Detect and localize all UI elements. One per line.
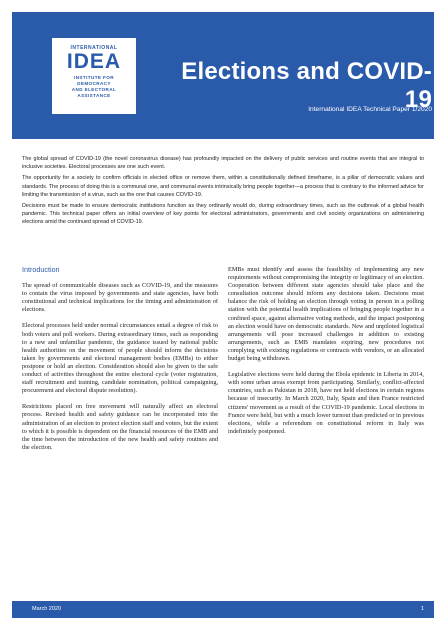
logo-international-text: INTERNATIONAL (70, 45, 118, 51)
section-heading-introduction: Introduction (22, 265, 60, 274)
footer-date: March 2020 (32, 606, 62, 612)
footer-bar (12, 601, 434, 618)
abstract-paragraph: The opportunity for a society to confirm officials in elected office or remove them, within a constitutionally defined timeframe, is a pillar of democratic values and standards. The process of doing this is a communal one, and communal events intrinsically bring people together—a process that is contrary to the informed advice for limiting the transmission of a virus, such as the one that causes COVID-19. (22, 175, 424, 198)
idea-logo (52, 38, 136, 114)
body-paragraph: EMBs must identify and assess the feasibility of implementing any new requirements without compromising the integrity or legitimacy of an election. Cooperation between different state agencies should take place and the consultation outcome should inform any decisions taken. Decisions must balance the risk of holding an election through voting in person in a polling station with the potential health implications of bringing people together in a confined space, against alternative voting methods, and the impact postponing an election would have on democratic standards. New and unpiloted logistical arrangements will pose increased challenges in addition to existing arrangements, such as EMB mandates expiring, new procedures not complying with existing regulations or contracts with vendors, or an allocated budget being withdrawn. (228, 266, 424, 363)
left-column (22, 266, 218, 460)
logo-subtitle: INSTITUTE FOR DEMOCRACY AND ELECTORAL ASSISTANCE (71, 75, 117, 98)
body-paragraph: Legislative elections were held during the Ebola epidemic in Liberia in 2014, with some urban areas exempt from participating. Similarly, conflict-affected countries, such as Pakistan in 2018, have not held elections in certain regions because of insecurity. In March 2020, Italy, Spain and then France restricted citizens' movement as a result of the COVID-19 pandemic. Local elections in France were held, but with a much lower turnout than predicted or in previous elections, while a referendum on constitutional reform in Italy was indefinitely postponed. (228, 371, 424, 435)
abstract-paragraph: The global spread of COVID-19 (the novel coronavirus disease) has profoundly impacted on the delivery of public services and routine events that are integral to inclusive societies. Electoral processes are one such event. (22, 156, 424, 171)
logo-idea-text: IDEA (66, 50, 122, 73)
body-paragraph: Restrictions placed on free movement will naturally affect an electoral process. Revised health and safety guidance can be incorporated into the administration of an election to protect election staff and voters, but the extent to which it is possible is dependent on the financial resources of the EMB and the time between the introduction of the new health and safety routines and the election. (22, 403, 218, 451)
body-paragraph: Electoral processes held under normal circumstances entail a degree of risk to both voters and poll workers. During extraordinary times, such as responding to a new and unfamiliar pandemic, the guidance issued by national public health authorities on the movement of people should inform the decisions taken by governments and electoral management bodies (EMBs) to either postpone or hold an election. Consideration should also be given to the safe conduct of activities throughout the entire electoral cycle (voter registration, staff recruitment and training, candidate nomination, political campaigning, procurement and electoral dispute resolution). (22, 322, 218, 395)
right-column (228, 266, 424, 444)
abstract (22, 155, 424, 230)
paper-subtitle: International IDEA Technical Paper 1/2020 (308, 106, 432, 113)
page-title: Elections and COVID-19 (181, 58, 432, 113)
abstract-paragraph: Decisions must be made to ensure democratic institutions function as they ordinarily would do, during extraordinary times, such as the outbreak of a global health pandemic. This technical paper offers an initial overview of key points for electoral administrators, governments and civil society organizations on administering elections amid the continued spread of COVID-19. (22, 203, 424, 226)
body-paragraph: The spread of communicable diseases such as COVID-19, and the measures to contain the virus imposed by governments and state agencies, have both constitutional and technical implications for the timing and administration of elections. (22, 282, 218, 314)
header-banner (12, 12, 434, 139)
page-number: 1 (420, 606, 424, 612)
